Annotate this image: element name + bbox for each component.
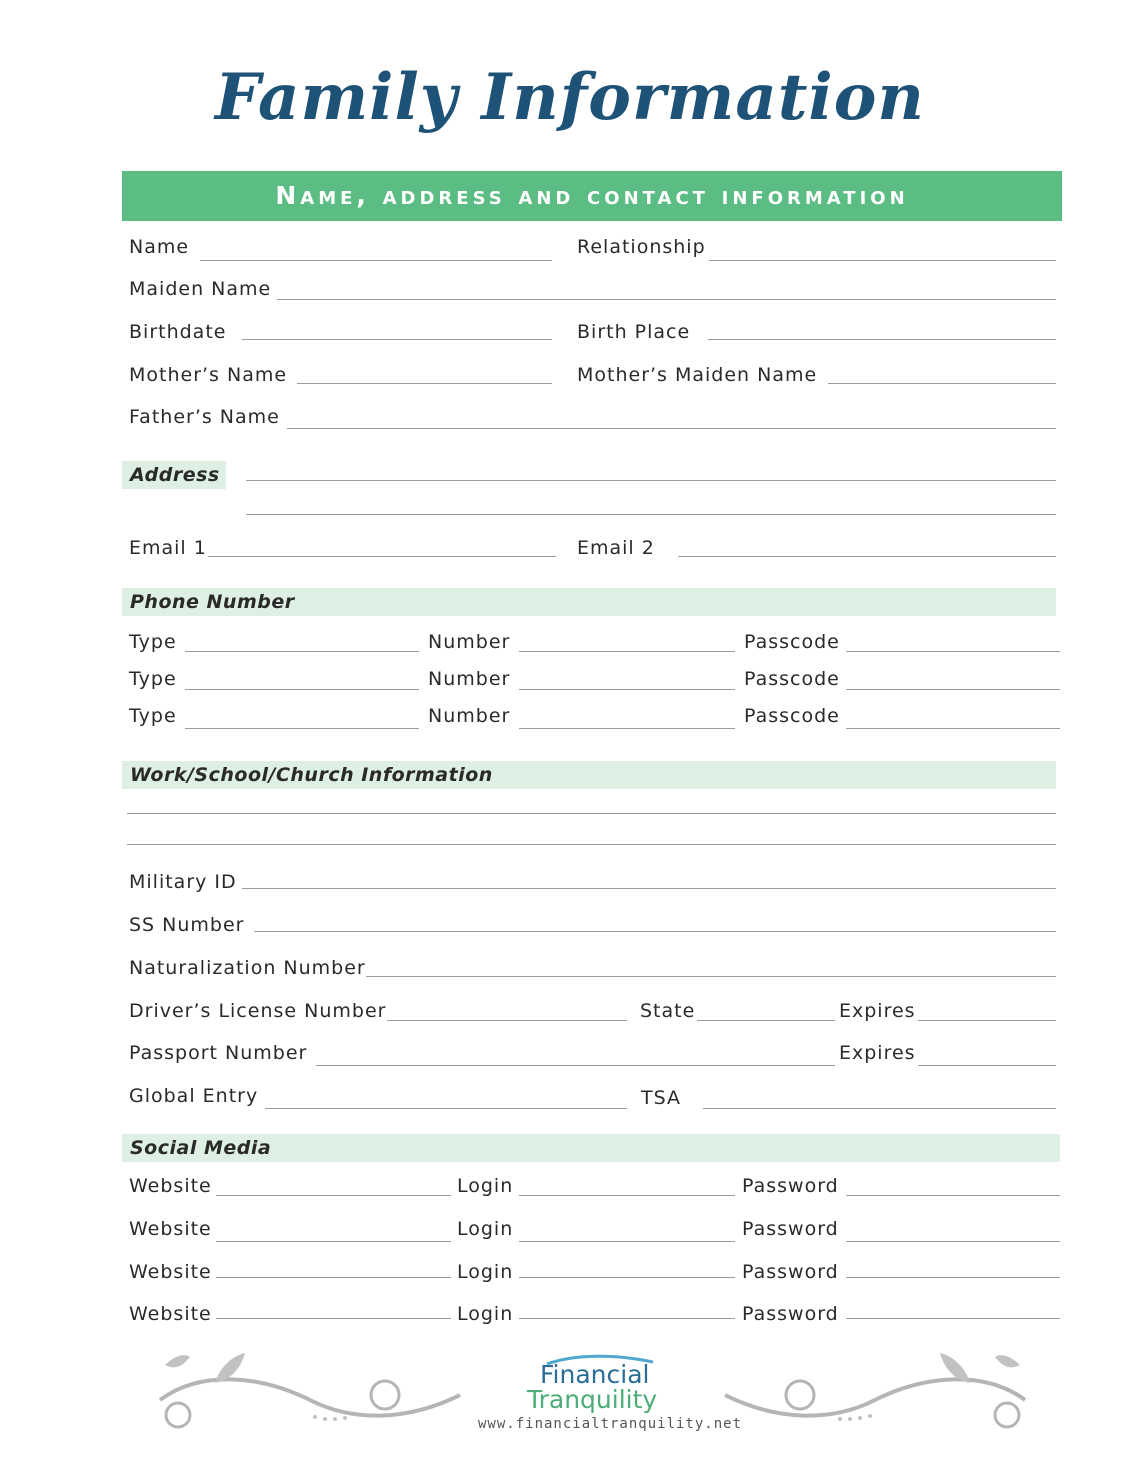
address-line-2[interactable] bbox=[246, 514, 1056, 515]
social-login-label: Login bbox=[457, 1218, 514, 1240]
military-id-field[interactable] bbox=[242, 888, 1056, 889]
logo-tranquility: Tranquility bbox=[527, 1385, 658, 1414]
email1-label: Email 1 bbox=[129, 537, 207, 559]
passport-number-field[interactable] bbox=[316, 1065, 835, 1066]
social-password-label: Password bbox=[742, 1175, 839, 1197]
social-website-field[interactable] bbox=[216, 1277, 451, 1278]
mothers-name-label: Mother’s Name bbox=[129, 364, 288, 386]
phone-type-field[interactable] bbox=[185, 728, 419, 729]
social-login-label: Login bbox=[457, 1261, 514, 1283]
passport-expires-label: Expires bbox=[839, 1042, 916, 1064]
social-website-label: Website bbox=[129, 1175, 212, 1197]
social-website-label: Website bbox=[129, 1261, 212, 1283]
phone-type-label: Type bbox=[129, 705, 177, 727]
state-field[interactable] bbox=[697, 1020, 835, 1021]
drivers-license-label: Driver’s License Number bbox=[129, 1000, 387, 1022]
phone-type-field[interactable] bbox=[185, 651, 419, 652]
phone-type-field[interactable] bbox=[185, 689, 419, 690]
phone-number-label: Number bbox=[428, 668, 511, 690]
left-swirl-ornament bbox=[140, 1345, 470, 1440]
tsa-field[interactable] bbox=[703, 1108, 1056, 1109]
mothers-maiden-name-field[interactable] bbox=[828, 383, 1056, 384]
work-line-2[interactable] bbox=[127, 844, 1056, 845]
birthdate-field[interactable] bbox=[242, 339, 552, 340]
social-website-field[interactable] bbox=[216, 1195, 451, 1196]
phone-type-label: Type bbox=[129, 668, 177, 690]
email1-field[interactable] bbox=[208, 556, 556, 557]
mothers-name-field[interactable] bbox=[297, 383, 552, 384]
social-password-label: Password bbox=[742, 1218, 839, 1240]
license-expires-label: Expires bbox=[839, 1000, 916, 1022]
phone-passcode-label: Passcode bbox=[744, 705, 840, 727]
relationship-field[interactable] bbox=[709, 260, 1056, 261]
birthdate-label: Birthdate bbox=[129, 321, 227, 343]
social-website-field[interactable] bbox=[216, 1318, 451, 1319]
naturalization-number-field[interactable] bbox=[366, 976, 1056, 977]
social-login-label: Login bbox=[457, 1303, 514, 1325]
drivers-license-field[interactable] bbox=[387, 1020, 627, 1021]
banner-text: Name, address and contact information bbox=[275, 181, 909, 210]
tsa-label: TSA bbox=[641, 1087, 682, 1109]
passport-number-label: Passport Number bbox=[129, 1042, 308, 1064]
name-field[interactable] bbox=[200, 260, 552, 261]
ss-number-label: SS Number bbox=[129, 914, 245, 936]
address-section-header bbox=[122, 461, 226, 489]
fathers-name-field[interactable] bbox=[287, 428, 1056, 429]
phone-passcode-field[interactable] bbox=[846, 689, 1060, 690]
social-login-field[interactable] bbox=[519, 1318, 735, 1319]
birth-place-field[interactable] bbox=[708, 339, 1056, 340]
social-section-label: Social Media bbox=[130, 1137, 272, 1159]
maiden-name-label: Maiden Name bbox=[129, 278, 272, 300]
global-entry-label: Global Entry bbox=[129, 1085, 259, 1107]
social-login-field[interactable] bbox=[519, 1277, 735, 1278]
phone-number-label: Number bbox=[428, 705, 511, 727]
phone-number-field[interactable] bbox=[519, 728, 735, 729]
social-login-field[interactable] bbox=[519, 1241, 735, 1242]
social-website-label: Website bbox=[129, 1303, 212, 1325]
social-password-field[interactable] bbox=[846, 1195, 1060, 1196]
phone-type-label: Type bbox=[129, 631, 177, 653]
name-label: Name bbox=[129, 236, 190, 258]
maiden-name-field[interactable] bbox=[277, 299, 1056, 300]
section-banner bbox=[122, 171, 1062, 221]
license-expires-field[interactable] bbox=[918, 1020, 1056, 1021]
ss-number-field[interactable] bbox=[254, 931, 1056, 932]
work-line-1[interactable] bbox=[127, 813, 1056, 814]
social-password-field[interactable] bbox=[846, 1318, 1060, 1319]
email2-label: Email 2 bbox=[577, 537, 655, 559]
social-login-field[interactable] bbox=[519, 1195, 735, 1196]
phone-number-label: Number bbox=[428, 631, 511, 653]
phone-section-header bbox=[122, 588, 1056, 616]
passport-expires-field[interactable] bbox=[918, 1065, 1056, 1066]
social-password-field[interactable] bbox=[846, 1277, 1060, 1278]
phone-passcode-label: Passcode bbox=[744, 668, 840, 690]
relationship-label: Relationship bbox=[577, 236, 706, 258]
global-entry-field[interactable] bbox=[265, 1108, 627, 1109]
mothers-maiden-name-label: Mother’s Maiden Name bbox=[577, 364, 818, 386]
state-label: State bbox=[640, 1000, 696, 1022]
social-section-header bbox=[122, 1134, 1060, 1162]
social-password-label: Password bbox=[742, 1261, 839, 1283]
phone-passcode-label: Passcode bbox=[744, 631, 840, 653]
address-section-label: Address bbox=[130, 464, 220, 486]
logo-financial: Financial bbox=[540, 1360, 650, 1389]
page-title: Family Information bbox=[215, 60, 925, 135]
naturalization-number-label: Naturalization Number bbox=[129, 957, 366, 979]
social-website-field[interactable] bbox=[216, 1241, 451, 1242]
military-id-label: Military ID bbox=[129, 871, 237, 893]
work-section-header bbox=[122, 761, 1056, 789]
work-section-label: Work/School/Church Information bbox=[130, 764, 493, 786]
footer-url: www.financialtranquility.net bbox=[478, 1416, 743, 1432]
social-login-label: Login bbox=[457, 1175, 514, 1197]
social-password-field[interactable] bbox=[846, 1241, 1060, 1242]
phone-section-label: Phone Number bbox=[130, 591, 295, 613]
phone-number-field[interactable] bbox=[519, 651, 735, 652]
birth-place-label: Birth Place bbox=[577, 321, 691, 343]
email2-field[interactable] bbox=[678, 556, 1056, 557]
social-password-label: Password bbox=[742, 1303, 839, 1325]
right-swirl-ornament bbox=[715, 1345, 1045, 1440]
phone-passcode-field[interactable] bbox=[846, 728, 1060, 729]
phone-number-field[interactable] bbox=[519, 689, 735, 690]
phone-passcode-field[interactable] bbox=[846, 651, 1060, 652]
address-line-1[interactable] bbox=[246, 480, 1056, 481]
social-website-label: Website bbox=[129, 1218, 212, 1240]
fathers-name-label: Father’s Name bbox=[129, 406, 280, 428]
